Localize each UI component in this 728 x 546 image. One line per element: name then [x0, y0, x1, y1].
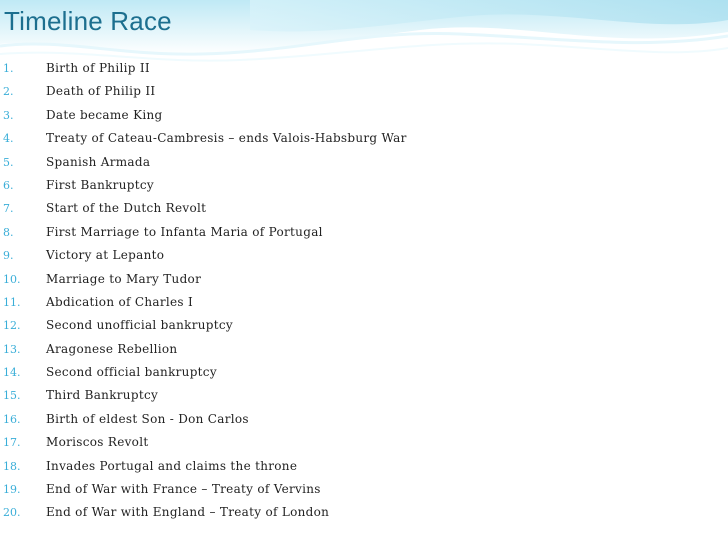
item-number: 7.	[3, 202, 14, 216]
item-number: 8.	[3, 225, 14, 239]
item-number: 15.	[3, 389, 21, 403]
item-text: Aragonese Rebellion	[46, 341, 178, 356]
item-text: Birth of eldest Son - Don Carlos	[46, 411, 249, 426]
item-text: First Marriage to Infanta Maria of Portugal	[46, 224, 323, 239]
item-text: Birth of Philip II	[46, 61, 150, 75]
item-number: 4.	[3, 132, 14, 146]
item-number: 10.	[3, 272, 21, 286]
item-number: 12.	[3, 319, 21, 333]
item-number: 5.	[3, 155, 14, 169]
item-text: Third Bankruptcy	[46, 388, 159, 403]
slide-title: Timeline Race	[4, 6, 172, 36]
item-number: 17.	[3, 436, 21, 450]
item-text: Victory at Lepanto	[46, 248, 165, 263]
item-number: 13.	[3, 342, 21, 356]
item-text: Marriage to Mary Tudor	[46, 271, 202, 286]
item-number: 9.	[3, 249, 14, 263]
item-text: Treaty of Cateau-Cambresis – ends Valois-Habsburg War	[46, 131, 407, 146]
item-number: 19.	[3, 483, 21, 497]
item-number: 6.	[3, 178, 14, 192]
item-text: Moriscos Revolt	[46, 435, 149, 450]
item-number: 18.	[3, 459, 21, 473]
item-text: Death of Philip II	[46, 84, 156, 99]
item-number: 20.	[3, 506, 21, 520]
item-text: Second official bankruptcy	[46, 365, 217, 380]
item-number: 3.	[3, 108, 14, 122]
item-number: 16.	[3, 412, 21, 426]
item-text: Invades Portugal and claims the throne	[46, 458, 298, 473]
item-number: 11.	[3, 295, 21, 309]
item-text: First Bankruptcy	[46, 177, 154, 192]
item-number: 2.	[3, 85, 14, 99]
item-number: 1.	[3, 62, 14, 75]
item-number: 14.	[3, 366, 21, 380]
item-text: Start of the Dutch Revolt	[46, 201, 207, 216]
item-text: End of War with France – Treaty of Vervins	[46, 482, 321, 497]
item-text: End of War with England – Treaty of London	[46, 505, 330, 520]
item-text: Spanish Armada	[46, 154, 151, 169]
item-text: Abdication of Charles I	[46, 294, 194, 309]
item-text: Date became King	[46, 107, 163, 122]
item-text: Second unofficial bankruptcy	[46, 318, 233, 333]
